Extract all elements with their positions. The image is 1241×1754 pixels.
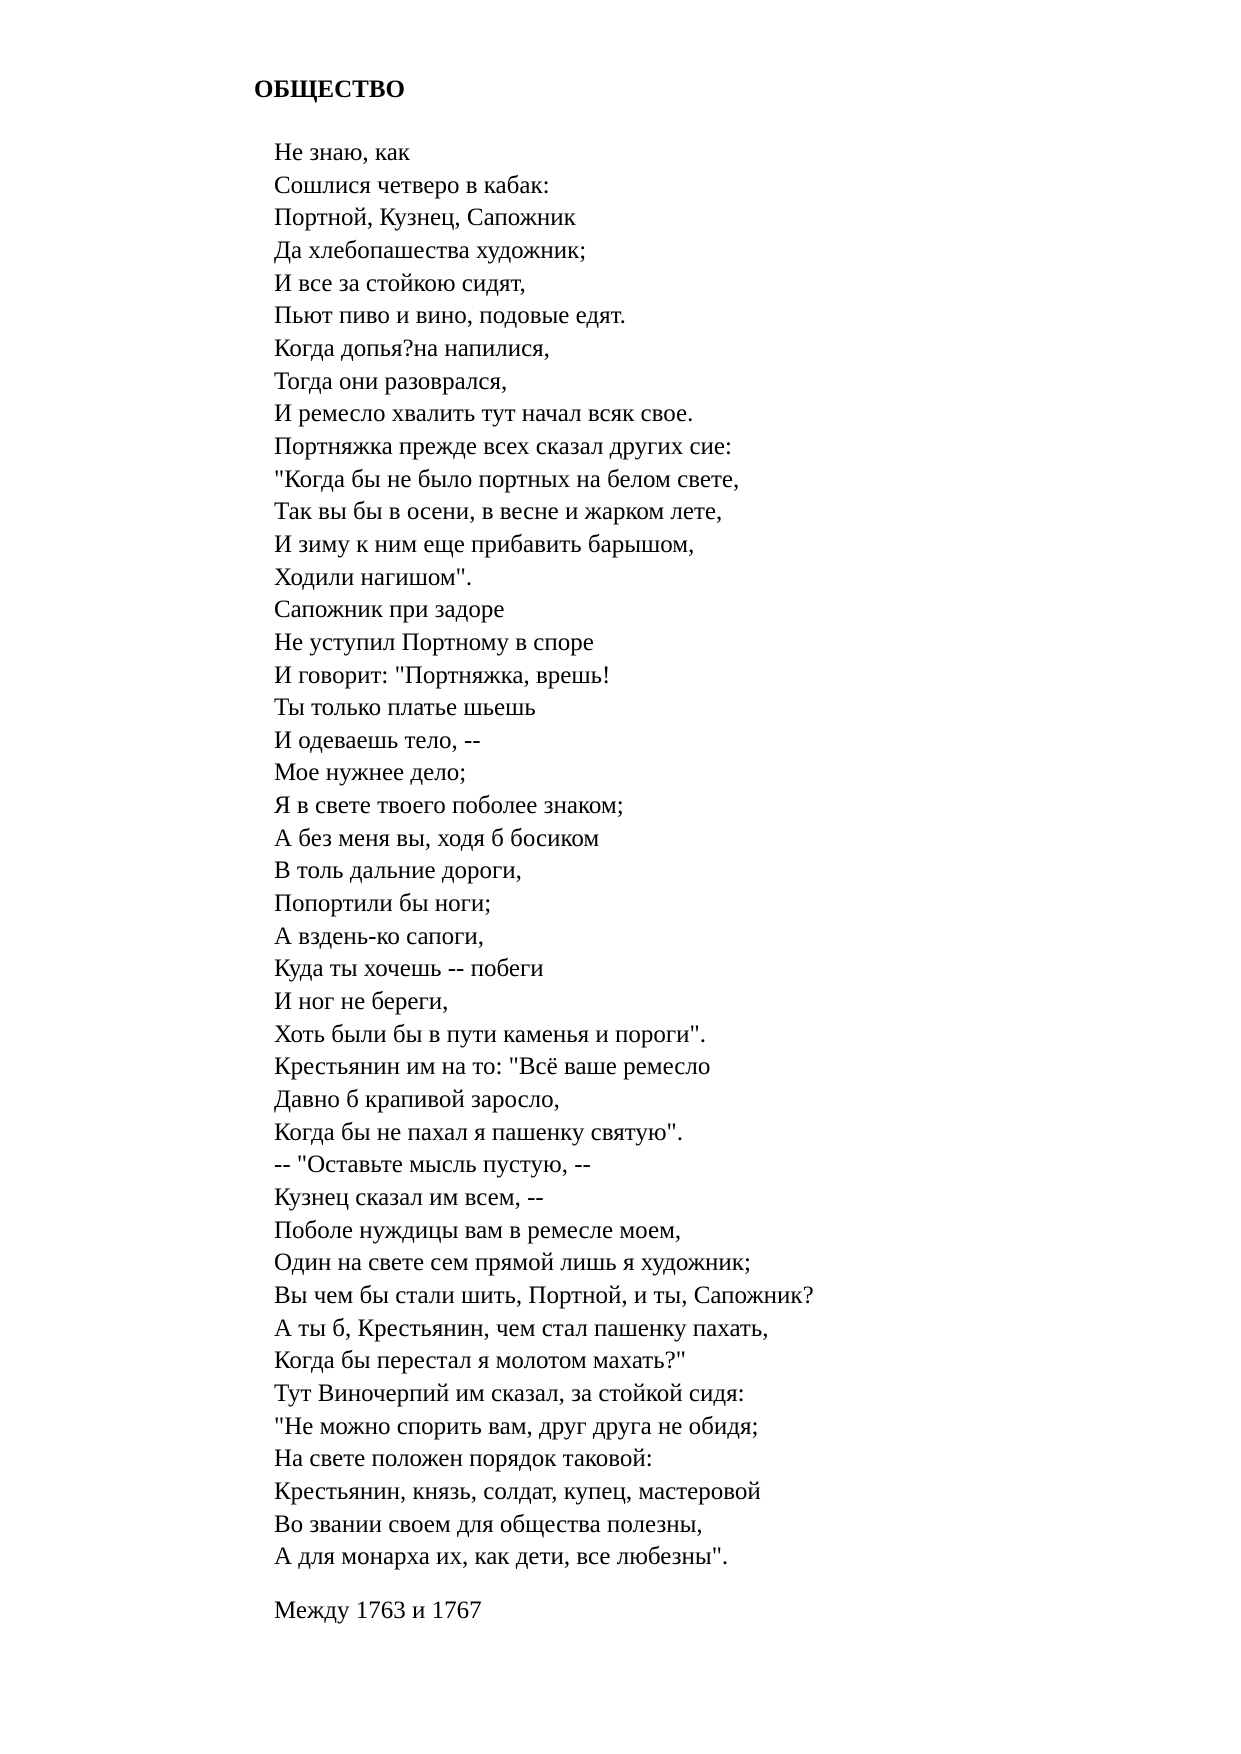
poem-line: Попортили бы ноги;	[274, 890, 492, 918]
poem-line: И ног не береги,	[274, 988, 449, 1016]
poem-line: Так вы бы в осени, в весне и жарком лете,	[274, 498, 723, 526]
poem-line: Крестьянин им на то: "Всё ваше ремесло	[274, 1053, 711, 1081]
poem-line: "Когда бы не было портных на белом свете,	[274, 465, 740, 493]
poem-line: А для монарха их, как дети, все любезны".	[274, 1543, 729, 1571]
poem-line: Когда бы перестал я молотом махать?"	[274, 1347, 686, 1375]
poem-line: -- "Оставьте мысль пустую, --	[274, 1151, 591, 1179]
poem-line: Куда ты хочешь -- побеги	[274, 955, 544, 983]
poem-line: Поболе нуждицы вам в ремесле моем,	[274, 1216, 682, 1244]
poem-line: Вы чем бы стали шить, Портной, и ты, Сапожник?	[274, 1281, 814, 1309]
poem-line: Ходили нагишом".	[274, 563, 473, 591]
poem-line: Тут Виночерпий им сказал, за стойкой сидя:	[274, 1379, 745, 1407]
poem-line: Тогда они разоврался,	[274, 367, 508, 395]
poem-line: Не знаю, как	[274, 139, 410, 166]
poem-line: Один на свете сем прямой лишь я художник;	[274, 1249, 751, 1277]
poem-line: Когда допья?на напилися,	[274, 334, 550, 362]
poem-line: Во звании своем для общества полезны,	[274, 1510, 703, 1538]
poem-line: Кузнец сказал им всем, --	[274, 1184, 544, 1211]
poem-line: Мое нужнее дело;	[274, 759, 467, 787]
poem-line: А вздень-ко сапоги,	[274, 922, 485, 950]
poem-body	[274, 137, 814, 1574]
poem-line: Крестьянин, князь, солдат, купец, мастеровой	[274, 1477, 761, 1505]
poem-line: Хоть были бы в пути каменья и пороги".	[274, 1020, 707, 1048]
poem-line: "Не можно спорить вам, друг друга не обидя;	[274, 1412, 759, 1440]
poem-line: Сошлися четверо в кабак:	[274, 171, 550, 199]
poem-line: А без меня вы, ходя б босиком	[274, 824, 600, 852]
poem-line: Сапожник при задоре	[274, 596, 505, 624]
poem-line: Пьют пиво и вино, подовые едят.	[274, 302, 626, 330]
poem-line: Портной, Кузнец, Сапожник	[274, 204, 576, 232]
poem-line: Портняжка прежде всех сказал других сие:	[274, 432, 732, 460]
poem-line: И ремесло хвалить тут начал всяк свое.	[274, 400, 694, 428]
poem-line: На свете положен порядок таковой:	[274, 1445, 653, 1473]
poem-line: Не уступил Портному в споре	[274, 628, 594, 656]
poem-line: И одеваешь тело, --	[274, 726, 481, 754]
poem-line: Давно б крапивой заросло,	[274, 1086, 560, 1114]
poem-line: В толь дальние дороги,	[274, 857, 522, 885]
poem-line: А ты б, Крестьянин, чем стал пашенку пахать,	[274, 1314, 769, 1342]
poem-line: Я в свете твоего поболее знаком;	[274, 792, 624, 820]
poem-line: Ты только платье шьешь	[274, 694, 536, 722]
poem-date: Между 1763 и 1767	[274, 1597, 482, 1624]
poem-line: И все за стойкою сидят,	[274, 269, 526, 297]
poem-title: ОБЩЕСТВО	[254, 76, 405, 103]
poem-line: Когда бы не пахал я пашенку святую".	[274, 1118, 683, 1146]
poem-line: И зиму к ним еще прибавить барышом,	[274, 530, 695, 558]
poem-line: Да хлебопашества художник;	[274, 236, 587, 264]
poem-line: И говорит: "Портняжка, врешь!	[274, 661, 611, 689]
